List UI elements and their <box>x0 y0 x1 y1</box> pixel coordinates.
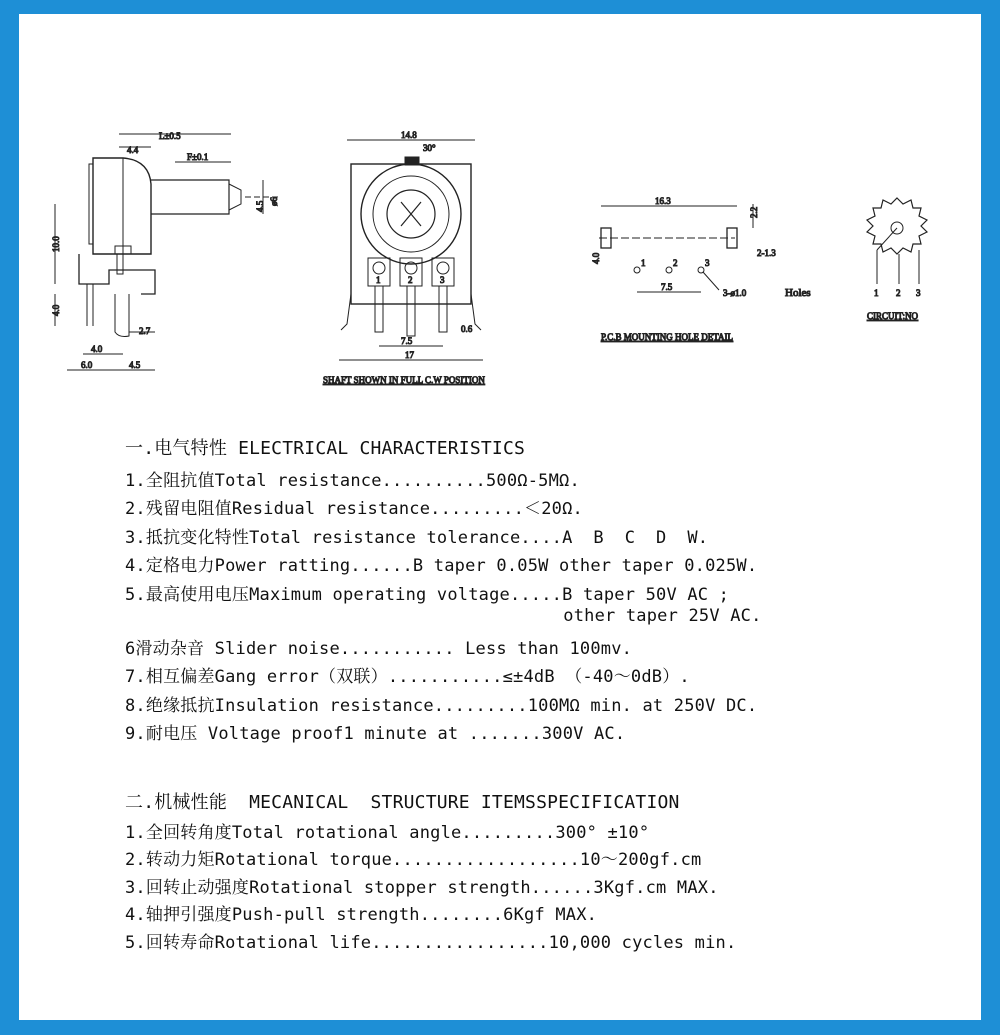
electrical-item-4: 4.定格电力Power ratting......B taper 0.05W other taper 0.025W. <box>125 556 758 576</box>
side-view-drawing <box>51 131 281 370</box>
circuit-pin-1: 1 <box>874 288 879 298</box>
electrical-heading: 一.电气特性 ELECTRICAL CHARACTERISTICS <box>125 438 526 459</box>
mechanical-heading: 二.机械性能 MECANICAL STRUCTURE ITEMSSPECIFICATION <box>125 792 680 813</box>
electrical-item-7: 7.相互偏差Gang error（双联）...........≤±4dB （-40～0dB）. <box>125 667 690 687</box>
mechanical-item-2: 2.转动力矩Rotational torque..................10～200gf.cm <box>125 850 702 870</box>
mechanical-item-1: 1.全回转角度Total rotational angle.........300° ±10° <box>125 823 650 843</box>
dim-06: 0.6 <box>461 324 473 334</box>
pcb-caption: P.C.B MOUNTING HOLE DETAIL <box>601 332 734 342</box>
circuit-pin-3: 3 <box>916 288 921 298</box>
dim-40v: 4.0 <box>51 304 61 316</box>
dim-40-pcb: 4.0 <box>591 252 601 264</box>
electrical-item-2: 2.残留电阻值Residual resistance.........＜20Ω. <box>125 499 583 519</box>
dim-75-pcb: 7.5 <box>661 282 673 292</box>
pcb-hole-detail-drawing <box>591 196 811 342</box>
dim-60: 6.0 <box>81 360 93 370</box>
electrical-item-6: 6滑动杂音 Slider noise........... Less than 100mv. <box>125 639 633 659</box>
dim-30deg: 30° <box>423 143 436 153</box>
dim-17: 17 <box>405 350 414 360</box>
dim-f: F±0.1 <box>187 152 209 162</box>
mechanical-item-3: 3.回转止动强度Rotational stopper strength......3Kgf.cm MAX. <box>125 878 719 898</box>
electrical-item-3: 3.抵抗变化特性Total resistance tolerance....A B C D W. <box>125 528 709 548</box>
dim-holes: 3-ø1.0 <box>723 288 747 298</box>
electrical-item-8: 8.绝缘抵抗Insulation resistance.........100MΩ min. at 250V DC. <box>125 696 758 716</box>
front-view-drawing <box>323 130 485 385</box>
dim-27: 2.7 <box>139 326 151 336</box>
electrical-item-5: 5.最高使用电压Maximum operating voltage.....B taper 50V AC ; <box>125 585 730 605</box>
pcb-pin-1: 1 <box>641 258 646 268</box>
front-pin-2: 2 <box>408 275 413 285</box>
holes-word: Holes <box>785 287 811 299</box>
electrical-item-1: 1.全阻抗值Total resistance..........500Ω-5MΩ. <box>125 471 580 491</box>
dim-45: 4.5 <box>255 200 265 212</box>
mechanical-item-5: 5.回转寿命Rotational life.................10,000 cycles min. <box>125 933 737 953</box>
dim-10: 10.0 <box>51 236 61 252</box>
mechanical-drawings <box>19 14 981 434</box>
circuit-caption: CIRCUIT:NO <box>867 311 919 321</box>
circuit-symbol-drawing <box>867 198 927 321</box>
front-pin-3: 3 <box>440 275 445 285</box>
mechanical-item-4: 4.轴押引强度Push-pull strength........6Kgf MAX. <box>125 905 598 925</box>
dim-44: 4.4 <box>127 145 139 155</box>
electrical-item-5-cont: other taper 25V AC. <box>125 606 762 626</box>
pcb-pin-3: 3 <box>705 258 710 268</box>
dim-6: ø6 <box>269 197 279 206</box>
dim-l: L±0.5 <box>159 131 181 141</box>
datasheet-page <box>19 14 981 1020</box>
dim-148: 14.8 <box>401 130 417 140</box>
front-view-caption: SHAFT SHOWN IN FULL C.W POSITION <box>323 375 485 385</box>
dim-213: 2-1.3 <box>757 248 776 258</box>
dim-45b: 4.5 <box>129 360 141 370</box>
dim-75-front: 7.5 <box>401 336 413 346</box>
dim-40h: 4.0 <box>91 344 103 354</box>
electrical-item-9: 9.耐电压 Voltage proof1 minute at .......300V AC. <box>125 724 626 744</box>
pcb-pin-2: 2 <box>673 258 678 268</box>
dim-163: 16.3 <box>655 196 671 206</box>
circuit-pin-2: 2 <box>896 288 901 298</box>
front-pin-1: 1 <box>376 275 381 285</box>
dim-22: 2.2 <box>749 206 759 218</box>
